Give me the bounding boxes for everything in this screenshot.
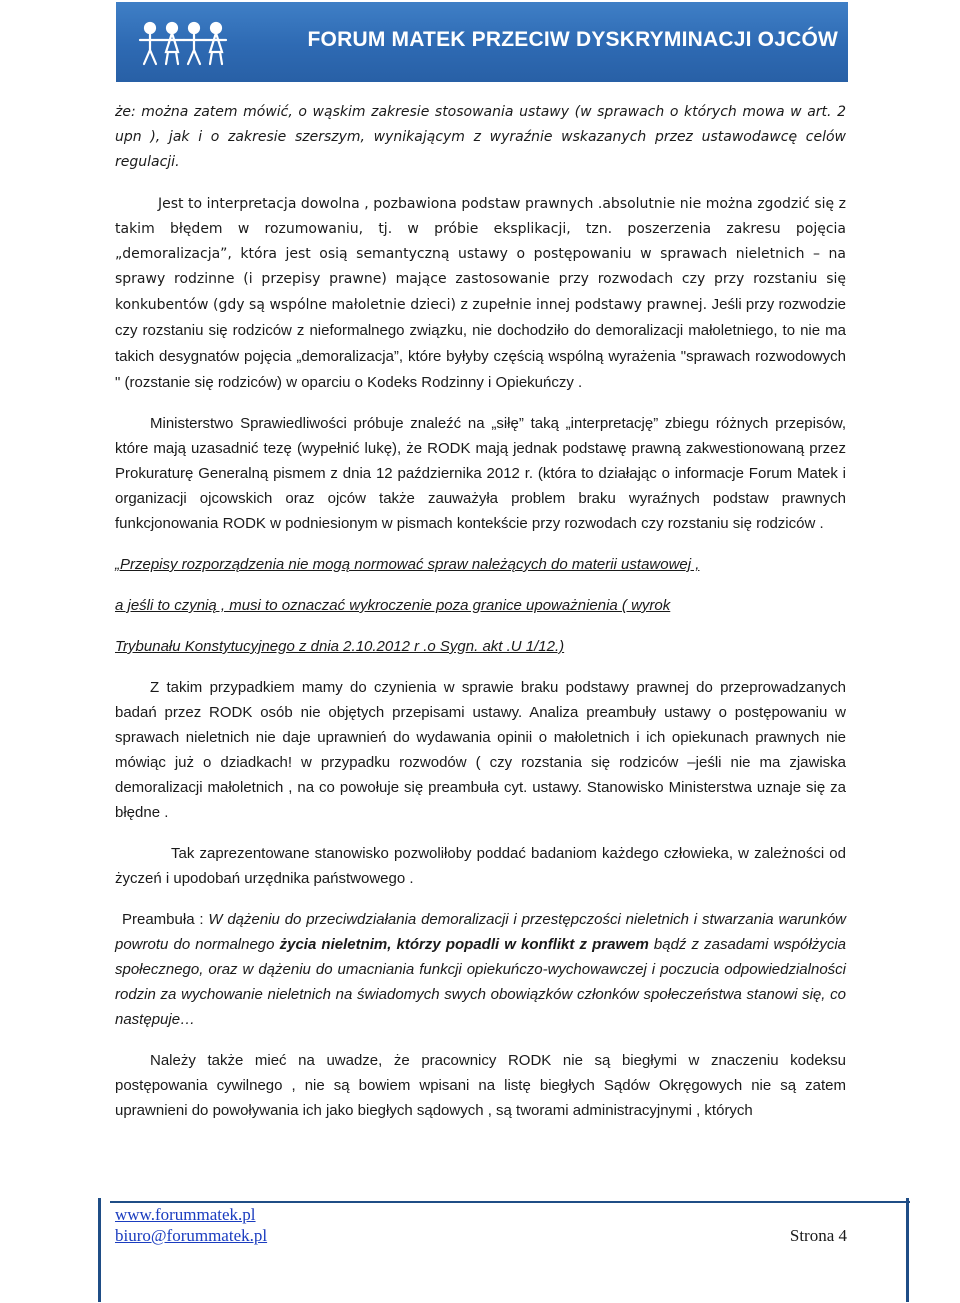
quote-line: a jeśli to czynią , musi to oznaczać wykroczenie poza granice upoważnienia ( wyrok xyxy=(115,597,671,614)
footer xyxy=(115,1204,847,1246)
paragraph: Tak zaprezentowane stanowisko pozwoliłoby poddać badaniom każdego człowieka, w zależności od życzeń i upodobań urzędnika państwowego . xyxy=(115,845,846,887)
footer-left-border xyxy=(98,1198,101,1302)
preamble-text: W dążeniu do przeciwdziałania demoralizacji i przestępczości nieletnich i stwarzania warunków powrotu do normalnego xyxy=(115,911,847,953)
email-link[interactable]: biuro@forummatek.pl xyxy=(115,1226,268,1245)
document-body xyxy=(115,100,846,1123)
paragraph-part: Jest to interpretacja dowolna , pozbawiona podstaw prawnych .absolutnie nie można zgodzić się z takim błędem w rozumowaniu, tj. w próbie eksplikacji, tzn. poszerzenia zakresu pojęcia „demoralizacja”, która jest osią semantyczną ustawy o postępowaniu w sprawach nieletnich – na sprawy rodzinne (i przepisy prawne) mające zastosowanie przy rozwodach czy przy rozstaniu się konkubentów (gdy są wspólne małoletnie dzieci) z zupełnie innej podstawy prawnej. xyxy=(115,196,846,313)
paragraph: że: można zatem mówić, o wąskim zakresie stosowania ustawy (w sprawach o których mowa w art. 2 upn ), jak i o zakresie szerszym, wynikającym z wyraźnie wskazanych przez ustawodawcę celów regulacji. xyxy=(115,104,846,170)
paragraph xyxy=(115,192,846,396)
website-link[interactable]: www.forummatek.pl xyxy=(115,1205,256,1224)
header-banner xyxy=(116,2,848,82)
footer-right-border xyxy=(906,1198,909,1302)
preamble-paragraph xyxy=(115,907,846,1032)
paragraph: Z takim przypadkiem mamy do czynienia w sprawie braku podstawy prawnej do przeprowadzanych badań przez RODK osób nie objętych przepisami ustawy. Analiza preambuły ustawy o postępowaniu w sprawach nieletnich nie daje uprawnień do wydawania opinii o małoletnich i ich opiekunach prawnych nie mówiąc już o dziadkach! w przypadku rozwodów ( czy rozstania się rodziców –jeśli nie ma zjawiska demoralizacji małoletnich , na co powołuje się preambuła cyt. ustawy. Stanowisko Ministerstwa uznaje się za błędne . xyxy=(115,679,846,821)
paragraph: Ministerstwo Sprawiedliwości próbuje znaleźć na „siłę” taką „interpretację” zbiegu różnych przepisów, które mają uzasadnić tezę (wypełnić lukę), że RODK mają jednak podstawę prawną zakwestionowaną przez Prokuraturę Generalną pismem z dnia 12 października 2012 r. (która to działając o informacje Forum Matek i organizacji ojcowskich oraz ojców także zauważyła problem braku wyraźnych podstaw prawnych funkcjonowania RODK w podniesionym w pismach kontekście przy rozwodach czy rozstaniu się rodziców . xyxy=(115,415,846,532)
paragraph-part: Jeśli przy rozwodzie czy rozstaniu się rodziców z nieformalnego związku, nie dochodziło do demoralizacji małoletniego, to nie ma takich desygnatów pojęcia „demoralizacja”, które byłyby częścią wspólną wyrażenia "sprawach rozwodowych " (rozstanie się rodziców) w oparciu o Kodeks Rodzinny i Opiekuńczy . xyxy=(115,296,846,391)
quote-line: Trybunału Konstytucyjnego z dnia 2.10.2012 r .o Sygn. akt .U 1/12.) xyxy=(115,638,565,655)
page-number: Strona 4 xyxy=(789,1226,847,1245)
preamble-bold: życia nieletnim, którzy popadli w konflikt z prawem xyxy=(279,936,649,953)
header-title: FORUM MATEK PRZECIW DYSKRYMINACJI OJCÓW xyxy=(307,28,838,51)
preamble-text: bądź z zasadami współżycia społecznego, oraz w dążeniu do umacniania funkcji opiekuńczo-wychowawczej i poczucia odpowiedzialności rodzin za wychowanie nieletnich na świadomych swych obowiązków członków społeczeństwa stanowi się, co następuje… xyxy=(115,936,846,1028)
paragraph: Należy także mieć na uwadze, że pracownicy RODK nie są biegłymi w znaczeniu kodeksu postępowania cywilnego , nie są bowiem wpisani na listę biegłych Sądów Okręgowych nie są zatem uprawnieni do powoływania ich jako biegłych sądowych , są tworami administracyjnymi , których xyxy=(115,1052,846,1119)
quote-line: „Przepisy rozporządzenia nie mogą normować spraw należących do materii ustawowej , xyxy=(115,556,700,573)
preamble-label: Preambuła : xyxy=(122,911,209,928)
footer-rule xyxy=(110,1201,910,1203)
